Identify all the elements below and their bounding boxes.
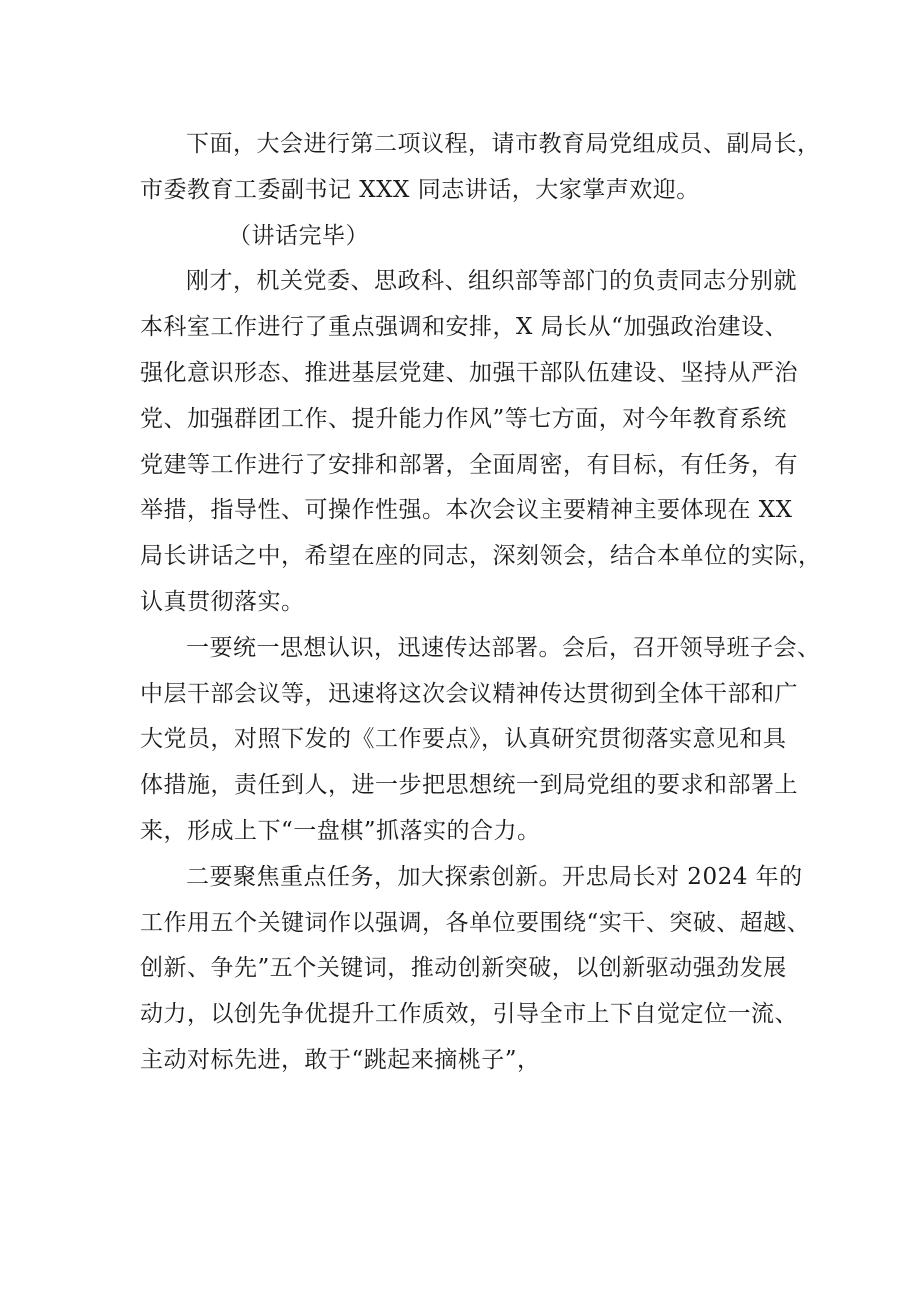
text-line: 大党员，对照下发的《工作要点》，认真研究贯彻落实意见和具 <box>140 726 787 753</box>
paragraph-speech-finished <box>140 214 800 260</box>
text-line: 刚才，机关党委、思政科、组织部等部门的负责同志分别就 <box>186 268 797 295</box>
text-line: 党、加强群团工作、提升能力作风”等七方面，对今年教育系统 <box>140 405 787 432</box>
text-line: 本科室工作进行了重点强调和安排，X 局长从“加强政治建设、 <box>140 314 788 341</box>
text-line: 体措施，责任到人，进一步把思想统一到局党组的要求和部署上 <box>140 772 798 799</box>
text-line: 局长讲话之中，希望在座的同志，深刻领会，结合本单位的实际， <box>140 543 822 570</box>
text-line: 创新、争先”五个关键词，推动创新突破，以创新驱动强劲发展 <box>140 955 787 982</box>
document-body <box>140 122 822 1084</box>
text-line: 强化意识形态、推进基层党建、加强干部队伍建设、坚持从严治 <box>140 359 798 386</box>
paragraph-point-one <box>140 626 821 855</box>
text-line: （讲话完毕） <box>228 222 369 249</box>
text-line: 一要统一思想认识，迅速传达部署。会后，召开领导班子会、 <box>186 634 821 661</box>
text-line: 党建等工作进行了安排和部署，全面周密，有目标，有任务，有 <box>140 451 798 478</box>
text-line: 认真贯彻落实。 <box>140 588 305 615</box>
paragraph-agenda <box>140 122 821 214</box>
paragraph-point-two <box>140 855 811 1084</box>
text-line: 二要聚焦重点任务，加大探索创新。开忠局长对 2024 年的 <box>186 863 803 890</box>
text-line: 中层干部会议等，迅速将这次会议精神传达贯彻到全体干部和广 <box>140 680 798 707</box>
text-line: 市委教育工委副书记 XXX 同志讲话，大家掌声欢迎。 <box>140 176 700 203</box>
paragraph-summary <box>140 259 822 625</box>
text-line: 来，形成上下“一盘棋”抓落实的合力。 <box>140 817 541 844</box>
text-line: 下面，大会进行第二项议程，请市教育局党组成员、副局长， <box>186 131 821 157</box>
text-line: 举措，指导性、可操作性强。本次会议主要精神主要体现在 XX <box>140 497 793 524</box>
text-line: 工作用五个关键词作以强调，各单位要围绕“实干、突破、超越、 <box>140 909 811 936</box>
text-line: 动力，以创先争优提升工作质效，引导全市上下自觉定位一流、 <box>140 1001 798 1028</box>
text-line: 主动对标先进，敢于“跳起来摘桃子”， <box>140 1046 541 1073</box>
